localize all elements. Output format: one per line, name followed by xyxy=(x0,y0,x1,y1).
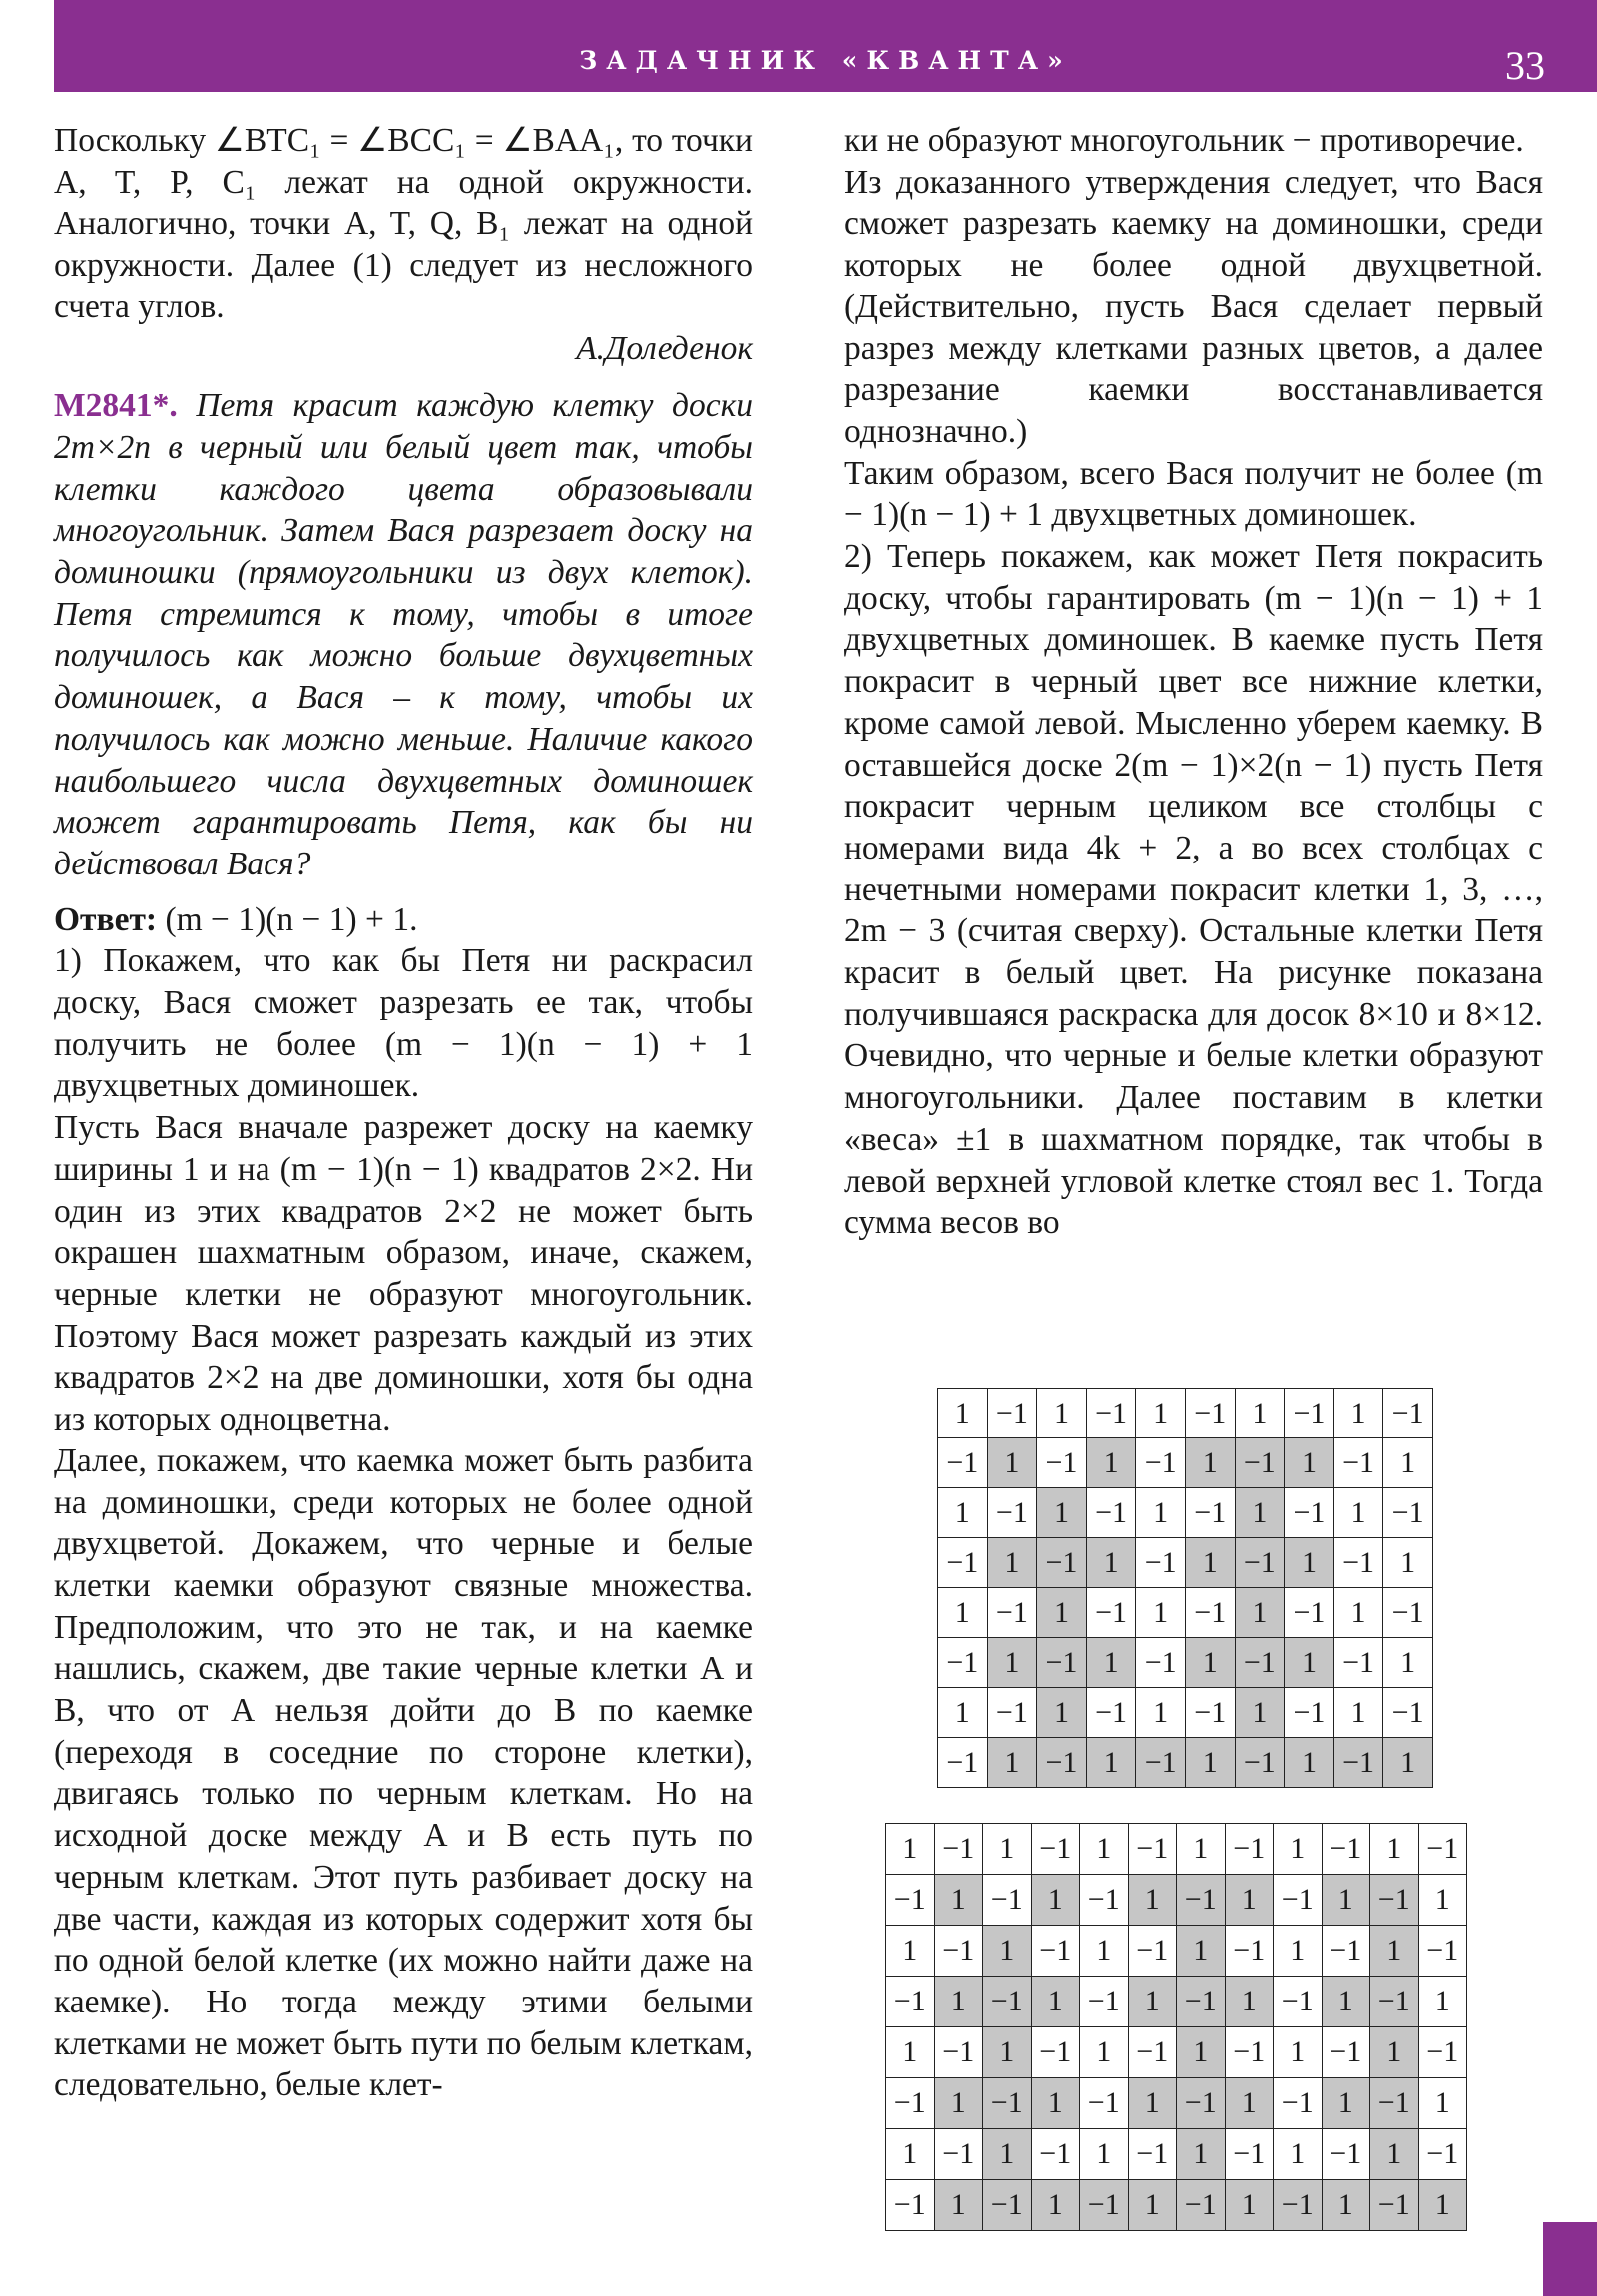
grid-row xyxy=(938,1588,1433,1638)
grid-cell: −1 xyxy=(1185,1588,1235,1638)
grid-cell: 1 xyxy=(1185,1538,1235,1588)
grid-cell: −1 xyxy=(1322,2129,1370,2180)
grid-cell: 1 xyxy=(934,1875,983,1926)
grid-cell: 1 xyxy=(1370,2027,1419,2078)
grid-cell: −1 xyxy=(1370,2180,1419,2231)
grid-cell: 1 xyxy=(1418,2180,1467,2231)
grid-cell: −1 xyxy=(1333,1538,1383,1588)
grid-cell: 1 xyxy=(1128,1875,1177,1926)
grid-cell: −1 xyxy=(934,1926,983,1977)
grid-cell: −1 xyxy=(886,1977,935,2027)
grid-cell: −1 xyxy=(886,2078,935,2129)
grid-cell: −1 xyxy=(938,1538,988,1588)
grid-cell: 1 xyxy=(983,2027,1032,2078)
grid-row xyxy=(886,2027,1467,2078)
grid-cell: −1 xyxy=(1418,1824,1467,1875)
grid-row xyxy=(886,2180,1467,2231)
grid-cell: 1 xyxy=(983,1824,1032,1875)
grid-cell: −1 xyxy=(1333,1738,1383,1788)
grid-cell: −1 xyxy=(1285,1488,1334,1538)
problem-id: M2841*. xyxy=(54,387,178,425)
grid-cell: 1 xyxy=(1177,1926,1226,1977)
grid-cell: 1 xyxy=(886,1824,935,1875)
grid-cell: −1 xyxy=(1418,2027,1467,2078)
grid-cell: −1 xyxy=(1322,1926,1370,1977)
grid-cell: 1 xyxy=(1086,1438,1136,1488)
grid-cell: −1 xyxy=(1080,1977,1129,2027)
grid-cell: 1 xyxy=(1274,1824,1323,1875)
grid-cell: 1 xyxy=(1031,1875,1080,1926)
grid-cell: 1 xyxy=(1080,2027,1129,2078)
grid-cell: 1 xyxy=(886,2129,935,2180)
grid-cell: −1 xyxy=(1383,1389,1433,1438)
grid-cell: 1 xyxy=(934,2180,983,2231)
grid-cell: −1 xyxy=(1383,1688,1433,1738)
grid-row xyxy=(886,1824,1467,1875)
grid-cell: −1 xyxy=(1080,2180,1129,2231)
grid-cell: −1 xyxy=(1031,1824,1080,1875)
grid-cell: −1 xyxy=(1136,1738,1186,1788)
problem-text: Петя красит каждую клетку доски 2m×2n в черный или белый цвет так, чтобы клетки каждого цвета образовывали многоугольник. Затем Вася разрезает доску на доминошки (прямоугольники из двух клеток). Петя стремится к тому, чтобы в итоге получилось как можно больше двухцветных доминошек, а Вася – к тому, чтобы их получилось как можно меньше. Наличие какого наибольшего числа двухцветных доминошек может гарантировать Петя, как бы ни действовал Вася? xyxy=(54,387,753,882)
grid-cell: −1 xyxy=(1185,1488,1235,1538)
grid-cell: 1 xyxy=(1031,2180,1080,2231)
weight-grid-8x12 xyxy=(885,1823,1467,2231)
grid-row xyxy=(886,1977,1467,2027)
grid-cell: 1 xyxy=(1128,2180,1177,2231)
grid-cell: 1 xyxy=(1418,2078,1467,2129)
grid-cell: −1 xyxy=(1418,2129,1467,2180)
grid-cell: −1 xyxy=(1225,2027,1274,2078)
grid-cell: 1 xyxy=(1333,1588,1383,1638)
grid-cell: −1 xyxy=(1136,1438,1186,1488)
grid-cell: −1 xyxy=(938,1738,988,1788)
grid-cell: −1 xyxy=(1383,1488,1433,1538)
grid-cell: −1 xyxy=(1274,2078,1323,2129)
grid-cell: 1 xyxy=(1037,1588,1087,1638)
left-column xyxy=(54,120,753,2106)
grid-cell: −1 xyxy=(1235,1738,1285,1788)
grid-cell: −1 xyxy=(1177,2078,1226,2129)
grid-cell: 1 xyxy=(1333,1389,1383,1438)
grid-cell: −1 xyxy=(1418,1926,1467,1977)
grid-row xyxy=(938,1538,1433,1588)
grid-cell: −1 xyxy=(1185,1389,1235,1438)
grid-cell: −1 xyxy=(1037,1738,1087,1788)
grid-cell: 1 xyxy=(1383,1538,1433,1588)
grid-cell: −1 xyxy=(1322,1824,1370,1875)
grid-row xyxy=(886,2129,1467,2180)
grid-cell: 1 xyxy=(1322,2180,1370,2231)
section-title: ЗАДАЧНИК «КВАНТА» xyxy=(579,46,1072,75)
grid-cell: 1 xyxy=(1225,1977,1274,2027)
grid-cell: −1 xyxy=(1031,1926,1080,1977)
grid-cell: 1 xyxy=(1322,1977,1370,2027)
grid-cell: −1 xyxy=(1383,1588,1433,1638)
grid-cell: 1 xyxy=(934,2078,983,2129)
grid-cell: 1 xyxy=(1370,1824,1419,1875)
grid-table xyxy=(937,1388,1433,1788)
grid-cell: 1 xyxy=(1285,1738,1334,1788)
grid-row xyxy=(886,1875,1467,1926)
solution-paragraph: Из доказанного утверждения следует, что Вася сможет разрезать каемку на доминошки, среди которых не более одной двухцветной. (Действительно, пусть Вася сделает первый разрез между клетками разных цветов, а далее разрезание каемки восстанавливается однозначно.) xyxy=(844,163,1543,450)
grid-cell: −1 xyxy=(987,1588,1037,1638)
grid-cell: 1 xyxy=(1136,1488,1186,1538)
grid-cell: −1 xyxy=(1370,1875,1419,1926)
grid-cell: 1 xyxy=(934,1977,983,2027)
grid-cell: −1 xyxy=(983,1875,1032,1926)
grid-cell: 1 xyxy=(1285,1438,1334,1488)
grid-cell: −1 xyxy=(987,1688,1037,1738)
grid-cell: −1 xyxy=(1370,2078,1419,2129)
page-number: 33 xyxy=(1505,43,1545,88)
grid-cell: −1 xyxy=(938,1638,988,1688)
grid-cell: 1 xyxy=(1185,1738,1235,1788)
grid-cell: 1 xyxy=(1185,1638,1235,1688)
grid-cell: −1 xyxy=(1128,2027,1177,2078)
answer-label: Ответ: xyxy=(54,900,158,938)
grid-cell: 1 xyxy=(1274,1926,1323,1977)
grid-cell: 1 xyxy=(1383,1738,1433,1788)
grid-cell: 1 xyxy=(1080,1926,1129,1977)
grid-cell: 1 xyxy=(1333,1688,1383,1738)
grid-cell: −1 xyxy=(1080,1875,1129,1926)
grid-cell: −1 xyxy=(1031,2027,1080,2078)
grid-cell: 1 xyxy=(1322,2078,1370,2129)
grid-cell: 1 xyxy=(1274,2027,1323,2078)
grid-cell: −1 xyxy=(1128,2129,1177,2180)
solution-ending-paragraph: Поскольку ∠BTC₁ = ∠BCC₁ = ∠BAA₁, то точки A, T, P, C₁ лежат на одной окружности. Аналогично, точки A, T, Q, B₁ лежат на одной окружности. Далее (1) следует из несложного счета углов. xyxy=(54,122,753,325)
problem-statement xyxy=(54,385,753,884)
grid-cell: −1 xyxy=(1225,1824,1274,1875)
grid-cell: 1 xyxy=(886,1926,935,1977)
grid-cell: 1 xyxy=(1235,1688,1285,1738)
grid-cell: −1 xyxy=(1322,2027,1370,2078)
page-header xyxy=(54,0,1597,92)
grid-cell: 1 xyxy=(1418,1977,1467,2027)
grid-cell: 1 xyxy=(1128,1977,1177,2027)
grid-cell: −1 xyxy=(1370,1977,1419,2027)
grid-cell: 1 xyxy=(1383,1438,1433,1488)
right-column xyxy=(844,120,1543,1244)
grid-cell: −1 xyxy=(1333,1638,1383,1688)
grid-cell: −1 xyxy=(1037,1638,1087,1688)
grid-cell: 1 xyxy=(987,1638,1037,1688)
grid-cell: −1 xyxy=(987,1389,1037,1438)
grid-cell: 1 xyxy=(1322,1875,1370,1926)
grid-cell: 1 xyxy=(1333,1488,1383,1538)
grid-cell: 1 xyxy=(1037,1389,1087,1438)
answer-line xyxy=(54,899,753,941)
grid-cell: 1 xyxy=(987,1538,1037,1588)
solution-paragraph: Таким образом, всего Вася получит не более (m − 1)(n − 1) + 1 двухцветных доминошек. xyxy=(844,454,1543,534)
weight-grid-8x10 xyxy=(937,1388,1433,1788)
grid-cell: −1 xyxy=(1037,1538,1087,1588)
grid-cell: 1 xyxy=(1086,1738,1136,1788)
solution-paragraph: 1) Покажем, что как бы Петя ни раскрасил доску, Вася сможет разрезать ее так, чтобы получить не более (m − 1)(n − 1) + 1 двухцветных доминошек. xyxy=(54,942,753,1105)
grid-cell: −1 xyxy=(1185,1688,1235,1738)
grid-cell: −1 xyxy=(1274,1977,1323,2027)
grid-cell: 1 xyxy=(1383,1638,1433,1688)
grid-cell: 1 xyxy=(1136,1688,1186,1738)
grid-cell: −1 xyxy=(934,1824,983,1875)
grid-row xyxy=(886,1926,1467,1977)
grid-row xyxy=(938,1438,1433,1488)
grid-cell: −1 xyxy=(1333,1438,1383,1488)
solution-paragraph: 2) Теперь покажем, как может Петя покрасить доску, чтобы гарантировать (m − 1)(n − 1) + 1 двухцветных доминошек. В каемке пусть Петя покрасит в черный цвет все нижние клетки, кроме самой левой. Мысленно уберем каемку. В оставшейся доске 2(m − 1)×2(n − 1) пусть Петя покрасит черным целиком все столбцы с номерами вида 4k + 2, а во всех столбцах с нечетными номерами покрасит клетки 1, 3, …, 2m − 3 (считая сверху). Остальные клетки Петя красит в белый цвет. На рисунке показана получившаяся раскраска для досок 8×10 и 8×12. Очевидно, что черные и белые клетки образуют многоугольники. Далее поставим в клетки «веса» ±1 в шахматном порядке, так чтобы в левой верхней угловой клетке стоял вес 1. Тогда сумма весов во xyxy=(844,538,1543,1242)
grid-cell: 1 xyxy=(987,1438,1037,1488)
grid-cell: 1 xyxy=(886,2027,935,2078)
author-signature: А.Доледенок xyxy=(576,329,753,367)
grid-cell: 1 xyxy=(1235,1488,1285,1538)
solution-paragraph: Далее, покажем, что каемка может быть разбита на доминошки, среди которых не более одной двухцветой. Докажем, что черные и белые клетки каемки образуют связные множества. Предположим, что это не так, и на каемке нашлись, скажем, две такие черные клетки A и B, что от A нельзя дойти до B по каемке (переходя в соседние по стороне клетки), двигаясь только по черным клеткам. Но на исходной доске между A и B есть путь по черным клеткам. Этот путь разбивает доску на две части, каждая из которых содержит хотя бы по одной белой клетке (их можно найти даже на каемке). Но тогда между этими белыми клетками не может быть пути по белым клеткам, следовательно, белые клет- xyxy=(54,1441,753,2104)
answer-value: (m − 1)(n − 1) + 1. xyxy=(165,900,418,938)
grid-cell: 1 xyxy=(1086,1638,1136,1688)
grid-cell: −1 xyxy=(1080,2078,1129,2129)
grid-cell: 1 xyxy=(983,1926,1032,1977)
grid-cell: 1 xyxy=(1086,1538,1136,1588)
grid-cell: 1 xyxy=(1285,1538,1334,1588)
grid-cell: 1 xyxy=(1037,1688,1087,1738)
grid-cell: −1 xyxy=(1086,1588,1136,1638)
grid-cell: −1 xyxy=(1128,1926,1177,1977)
grid-cell: −1 xyxy=(938,1438,988,1488)
grid-cell: −1 xyxy=(983,2078,1032,2129)
grid-cell: −1 xyxy=(1086,1488,1136,1538)
grid-cell: 1 xyxy=(983,2129,1032,2180)
grid-cell: −1 xyxy=(1285,1688,1334,1738)
grid-cell: −1 xyxy=(1037,1438,1087,1488)
grid-cell: −1 xyxy=(886,2180,935,2231)
grid-cell: −1 xyxy=(1274,1875,1323,1926)
grid-cell: −1 xyxy=(1235,1638,1285,1688)
grid-cell: 1 xyxy=(1080,1824,1129,1875)
grid-cell: 1 xyxy=(1177,2027,1226,2078)
grid-cell: −1 xyxy=(987,1488,1037,1538)
grid-cell: −1 xyxy=(886,1875,935,1926)
grid-row xyxy=(938,1389,1433,1438)
grid-cell: 1 xyxy=(1031,1977,1080,2027)
grid-cell: −1 xyxy=(983,2180,1032,2231)
grid-cell: 1 xyxy=(938,1488,988,1538)
solution-paragraph: ки не образуют многоугольник − противоречие. xyxy=(844,122,1524,159)
grid-cell: 1 xyxy=(1080,2129,1129,2180)
grid-cell: 1 xyxy=(938,1588,988,1638)
grid-cell: −1 xyxy=(1136,1538,1186,1588)
grid-cell: −1 xyxy=(1177,2180,1226,2231)
grid-cell: −1 xyxy=(934,2129,983,2180)
grid-cell: 1 xyxy=(1418,1875,1467,1926)
grid-cell: −1 xyxy=(1225,1926,1274,1977)
grid-cell: 1 xyxy=(1185,1438,1235,1488)
grid-cell: 1 xyxy=(938,1688,988,1738)
grid-cell: 1 xyxy=(1128,2078,1177,2129)
footer-accent-bar xyxy=(1543,2222,1597,2296)
grid-cell: 1 xyxy=(938,1389,988,1438)
grid-cell: 1 xyxy=(1235,1389,1285,1438)
grid-cell: 1 xyxy=(1225,1875,1274,1926)
grid-row xyxy=(938,1738,1433,1788)
grid-cell: −1 xyxy=(934,2027,983,2078)
grid-cell: −1 xyxy=(1235,1538,1285,1588)
solution-paragraph: Пусть Вася вначале разрежет доску на каемку ширины 1 и на (m − 1)(n − 1) квадратов 2×2. Ни один из этих квадратов 2×2 не может быть окрашен шахматным образом, иначе, скажем, черные клетки не образуют многоугольник. Поэтому Вася может разрезать каждый из этих квадратов 2×2 на две доминошки, хотя бы одна из которых одноцветна. xyxy=(54,1109,753,1438)
grid-cell: −1 xyxy=(1086,1688,1136,1738)
grid-cell: 1 xyxy=(1370,2129,1419,2180)
grid-cell: 1 xyxy=(1136,1588,1186,1638)
grid-table xyxy=(885,1823,1467,2231)
grid-cell: 1 xyxy=(1031,2078,1080,2129)
grid-cell: −1 xyxy=(1285,1389,1334,1438)
grid-row xyxy=(938,1688,1433,1738)
grid-cell: 1 xyxy=(1136,1389,1186,1438)
grid-cell: 1 xyxy=(1274,2129,1323,2180)
grid-row xyxy=(938,1638,1433,1688)
grid-cell: −1 xyxy=(983,1977,1032,2027)
grid-cell: −1 xyxy=(1235,1438,1285,1488)
grid-cell: 1 xyxy=(1177,1824,1226,1875)
grid-cell: 1 xyxy=(987,1738,1037,1788)
grid-cell: 1 xyxy=(1370,1926,1419,1977)
grid-row xyxy=(938,1488,1433,1538)
grid-cell: −1 xyxy=(1285,1588,1334,1638)
grid-cell: −1 xyxy=(1274,2180,1323,2231)
grid-cell: −1 xyxy=(1128,1824,1177,1875)
grid-cell: 1 xyxy=(1037,1488,1087,1538)
grid-cell: 1 xyxy=(1225,2078,1274,2129)
grid-cell: −1 xyxy=(1177,1875,1226,1926)
grid-cell: 1 xyxy=(1177,2129,1226,2180)
grid-cell: −1 xyxy=(1031,2129,1080,2180)
grid-cell: −1 xyxy=(1136,1638,1186,1688)
grid-cell: 1 xyxy=(1285,1638,1334,1688)
grid-row xyxy=(886,2078,1467,2129)
grid-cell: 1 xyxy=(1225,2180,1274,2231)
grid-cell: 1 xyxy=(1235,1588,1285,1638)
grid-cell: −1 xyxy=(1177,1977,1226,2027)
grid-cell: −1 xyxy=(1086,1389,1136,1438)
grid-cell: −1 xyxy=(1225,2129,1274,2180)
